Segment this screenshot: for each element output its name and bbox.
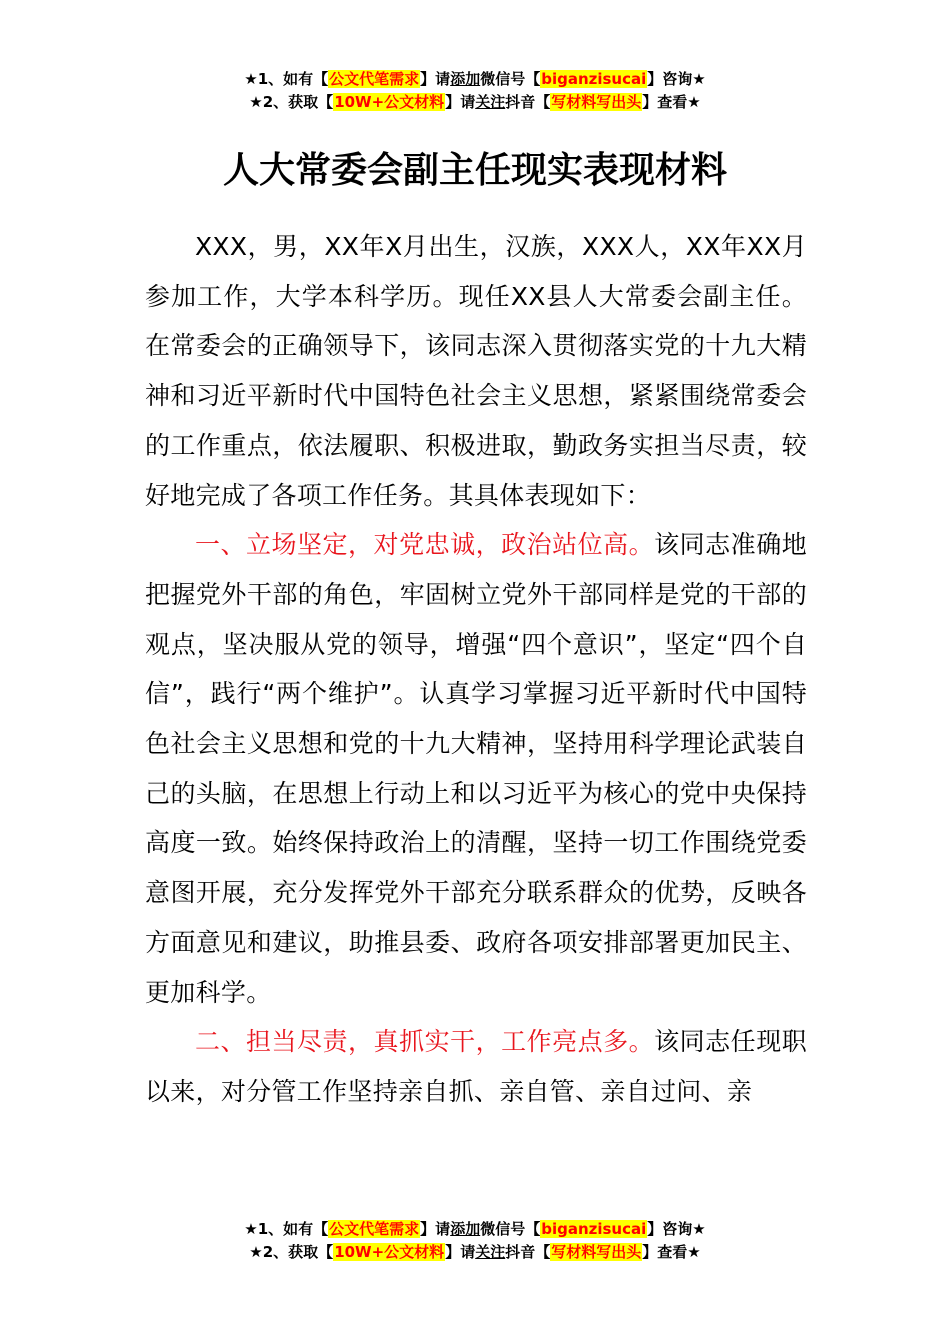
- banner-text: 】请: [445, 1243, 476, 1261]
- intro-paragraph: XXX，男，XX年X月出生，汉族，XXX人，XX年XX月参加工作，大学本科学历。现任XX县人大常委会副主任。在常委会的正确领导下，该同志深入贯彻落实党的十九大精神和习近平新时代中国特色社会主义思想，紧紧围绕常委会的工作重点，依法履职、积极进取，勤政务实担当尽责，较好地完成了各项工作任务。其具体表现如下：: [145, 232, 807, 510]
- banner-text: ★1、如有【: [244, 1220, 329, 1238]
- banner-text: 微信号【: [480, 1220, 541, 1238]
- banner-highlight: 写材料写出头: [551, 93, 642, 111]
- banner-text: 】咨询★: [647, 1220, 706, 1238]
- banner-text: 】查看★: [642, 93, 701, 111]
- section-2-body: 该同志任现职以来，对分管工作坚持亲自抓、亲自管、亲自过问、亲: [145, 1027, 807, 1106]
- banner-text: 】请: [445, 93, 476, 111]
- banner-text: 抖音【: [505, 93, 551, 111]
- section-2-paragraph: [145, 1017, 807, 1116]
- banner-line-2: [0, 1241, 950, 1264]
- banner-underlined: 关注: [475, 1243, 506, 1261]
- document-title: 人大常委会副主任现实表现材料: [222, 150, 727, 191]
- banner-highlight: 公文代笔需求: [329, 70, 420, 88]
- section-1-body: 该同志准确地把握党外干部的角色，牢固树立党外干部同样是党的干部的观点，坚决服从党的领导，增强“四个意识”，坚定“四个自信”，践行“两个维护”。认真学习掌握习近平新时代中国特色社会主义思想和党的十九大精神，坚持用科学理论武装自己的头脑，在思想上行动上和以习近平为核心的党中央保持高度一致。始终保持政治上的清醒，坚持一切工作围绕党委意图开展，充分发挥党外干部充分联系群众的优势，反映各方面意见和建议，助推县委、政府各项安排部署更加民主、更加科学。: [145, 530, 807, 1007]
- document-body: [145, 222, 807, 1117]
- banner-text: ★2、获取【: [249, 93, 334, 111]
- banner-highlight: 10W+公文材料: [334, 93, 445, 111]
- banner-line-1: [0, 1218, 950, 1241]
- banner-highlight: 10W+公文材料: [334, 1243, 445, 1261]
- banner-text: ★1、如有【: [244, 70, 329, 88]
- banner-text: ★2、获取【: [249, 1243, 334, 1261]
- banner-line-2: [0, 91, 950, 114]
- section-2-heading: 二、担当尽责，真抓实干，工作亮点多。: [195, 1027, 655, 1057]
- banner-text: 】查看★: [642, 1243, 701, 1261]
- banner-underlined: 关注: [475, 93, 506, 111]
- banner-text: 】请: [420, 70, 451, 88]
- banner-line-1: [0, 68, 950, 91]
- banner-highlight: biganzisucai: [541, 70, 647, 88]
- banner-underlined: 添加: [450, 70, 481, 88]
- banner-text: 抖音【: [505, 1243, 551, 1261]
- section-1-heading: 一、立场坚定，对党忠诚，政治站位高。: [195, 530, 655, 560]
- header-banner: [0, 68, 950, 114]
- banner-highlight: biganzisucai: [541, 1220, 647, 1238]
- section-1-paragraph: [145, 520, 807, 1017]
- banner-text: 】咨询★: [647, 70, 706, 88]
- banner-highlight: 写材料写出头: [551, 1243, 642, 1261]
- banner-text: 微信号【: [480, 70, 541, 88]
- banner-underlined: 添加: [450, 1220, 481, 1238]
- banner-text: 】请: [420, 1220, 451, 1238]
- footer-banner: [0, 1218, 950, 1264]
- banner-highlight: 公文代笔需求: [329, 1220, 420, 1238]
